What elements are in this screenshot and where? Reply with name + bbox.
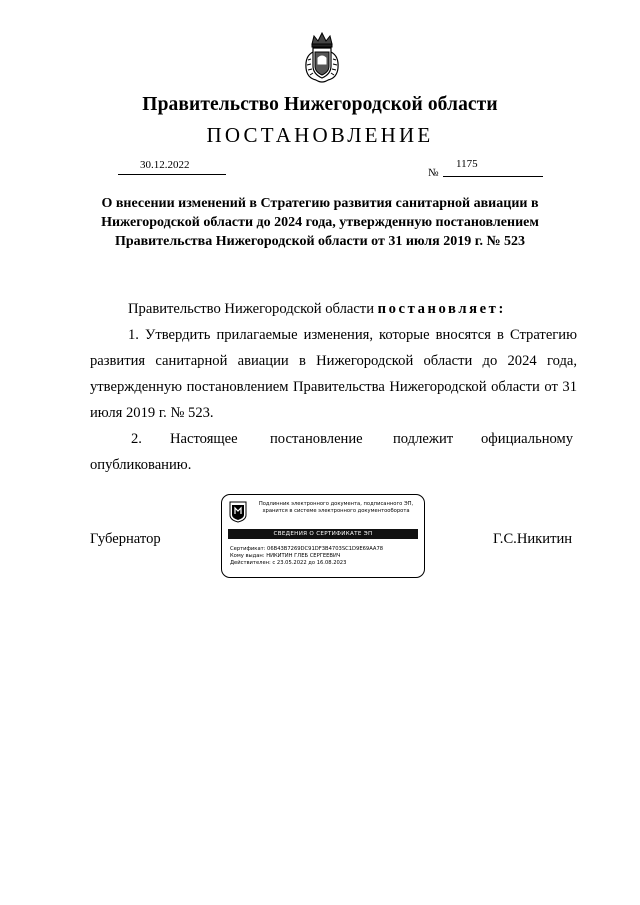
- paragraph-2-word: Настоящее: [170, 431, 238, 447]
- coat-of-arms-icon: [302, 30, 342, 86]
- stamp-validity: Действителен: с 23.05.2022 до 16.08.2023: [230, 560, 347, 566]
- document-title: О внесении изменений в Стратегию развития санитарной авиации в Нижегородской области до 2024 года, утвержденную постановлением Правительства Нижегородской области от 31 июля 2019 г. № 523: [101, 196, 539, 249]
- stamp-header: СВЕДЕНИЯ О СЕРТИФИКАТЕ ЭП: [228, 529, 418, 539]
- stamp-owner: Кому выдан: НИКИТИН ГЛЕБ СЕРГЕЕВИЧ: [230, 553, 341, 559]
- paragraph-2-word: постановление: [270, 431, 363, 447]
- organization-name: Правительство Нижегородской области: [142, 94, 498, 115]
- electronic-signature-stamp: [221, 494, 425, 578]
- paragraph-1-text: 1. Утвердить прилагаемые изменения, которые вносятся в Стратегию развития санитарной авиации в Нижегородской области до 2024 года, утвержденную постановлением Правительства Нижегородской области от 31 июля 2019 г. № 523.: [90, 327, 577, 421]
- document-type: ПОСТАНОВЛЕНИЕ: [206, 123, 434, 147]
- stamp-note-line: хранится в системе электронного документооборота: [262, 508, 410, 514]
- stamp-note-line: Подлинник электронного документа, подписанного ЭП,: [258, 501, 414, 507]
- stamp-certificate: Сертификат: 06B43B7269DC91DF3B4703SC1D9E69AA78: [230, 546, 384, 552]
- paragraph-1: [90, 322, 577, 426]
- document-date: 30.12.2022: [140, 159, 190, 171]
- intro-decree-word: постановляет:: [377, 301, 506, 317]
- signatory-name: Г.С.Никитин: [493, 531, 573, 547]
- paragraph-2-word: 2.: [131, 431, 142, 447]
- intro-prefix: Правительство Нижегородской области: [128, 301, 378, 317]
- paragraph-2-word: официальному: [481, 431, 574, 447]
- stamp-emblem-icon: [229, 501, 247, 523]
- intro-paragraph: [128, 296, 506, 322]
- paragraph-2-word: подлежит: [393, 431, 454, 447]
- number-sign: №: [428, 167, 439, 179]
- document-number: 1175: [456, 158, 478, 170]
- signatory-title: Губернатор: [90, 531, 161, 547]
- date-underline: [118, 174, 226, 175]
- number-underline: [443, 176, 543, 177]
- stamp-note: [250, 501, 422, 515]
- paragraph-2-last-line: опубликованию.: [90, 457, 192, 473]
